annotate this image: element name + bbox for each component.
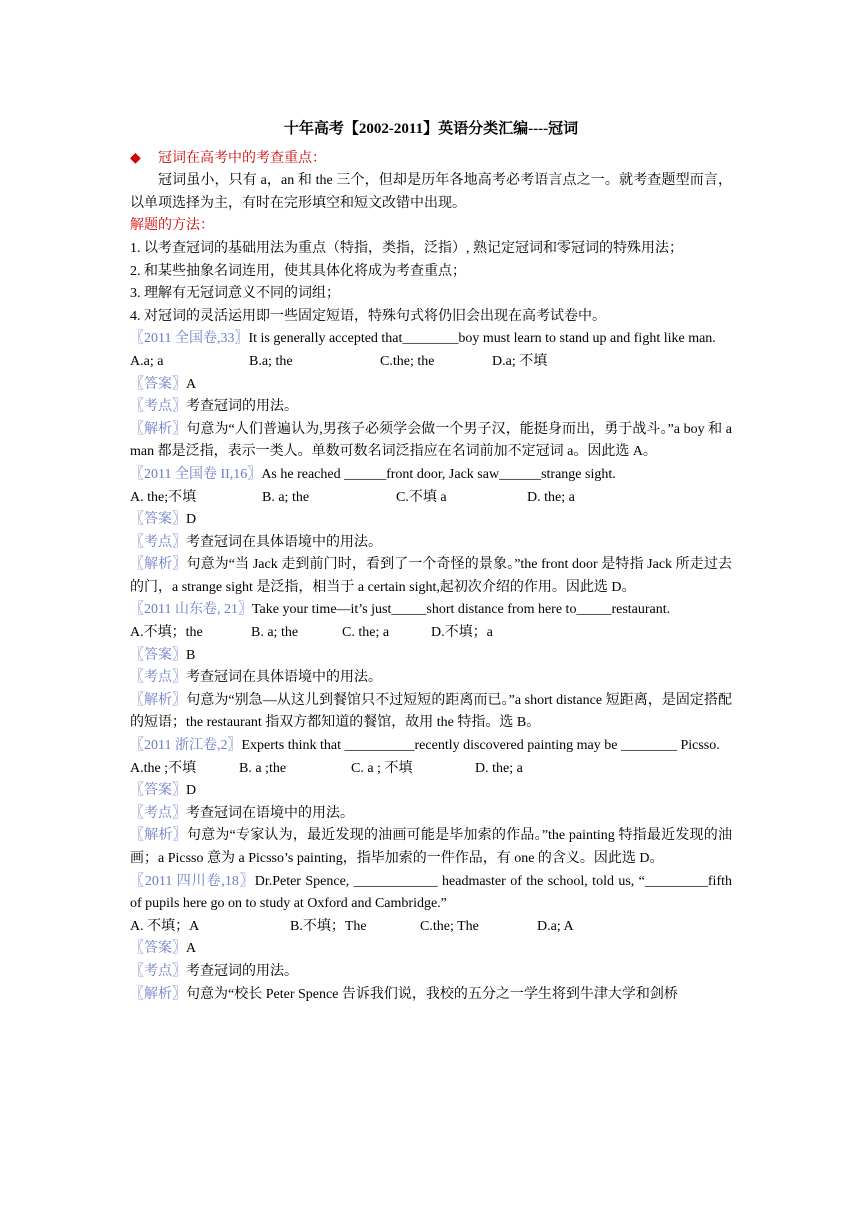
analysis-label: 〖解析〗 xyxy=(130,692,187,708)
method-item: 4. 对冠词的灵活运用即一些固定短语，特殊句式将仍旧会出现在高考试卷中。 xyxy=(130,308,606,324)
point-text: 考查冠词的用法。 xyxy=(186,399,298,415)
option: D. the; a xyxy=(475,760,523,776)
answer-value: D xyxy=(186,783,197,799)
answer-label: 〖答案〗 xyxy=(130,647,186,663)
analysis-text: 句意为“人们普遍认为,男孩子必须学会做一个男子汉，能挺身而出，勇于战斗。”a boy 和 a man 都是泛指，表示一类人。单数可数名词泛指应在名词前加不定冠词 a。因此选 A。 xyxy=(130,421,733,460)
option: A. the;不填 xyxy=(130,489,197,505)
option: C.the; The xyxy=(420,918,479,934)
analysis-paragraph xyxy=(130,984,732,1007)
point-label: 〖考点〗 xyxy=(130,805,186,821)
analysis-text: 句意为“专家认为，最近发现的油画可能是毕加索的作品。”the painting 特指最近发现的油画；a Picsso 意为 a Picsso’s painting，指毕加索的一件作品，有 one 的含义。因此选 D。 xyxy=(130,828,733,866)
question-source: 〖2011 山东卷, 21〗 xyxy=(130,602,252,618)
option: C.the; the xyxy=(380,353,435,369)
intro-paragraph: 冠词虽小，只有 a，an 和 the 三个，但却是历年各地高考必考语言点之一。就考查题型而言，以单项选择为主，有时在完形填空和短文改错中出现。 xyxy=(130,173,732,211)
point-line xyxy=(130,532,732,555)
option: B. a ;the xyxy=(239,760,287,776)
method-item: 2. 和某些抽象名词连用，使其具体化将成为考查重点； xyxy=(130,263,466,279)
point-line xyxy=(130,803,732,826)
analysis-text: 句意为“当 Jack 走到前门时，看到了一个奇怪的景象。”the front door 是特指 Jack 所走过去的门，a strange sight 是泛指，相当于 a certain sight,起初次介绍的作用。因此选 D。 xyxy=(130,557,732,595)
point-label: 〖考点〗 xyxy=(130,963,186,979)
stem-text: Take your time—it’s just_____short distance from here to_____restaurant. xyxy=(251,602,671,618)
analysis-label: 〖解析〗 xyxy=(130,557,187,573)
answer-value: D xyxy=(186,512,197,528)
stem-text: As he reached ______front door, Jack saw______strange sight. xyxy=(261,466,616,482)
point-label: 〖考点〗 xyxy=(130,399,186,415)
answer-line xyxy=(130,780,732,803)
question-source: 〖2011 四川卷,18〗 xyxy=(130,873,255,889)
heading-text: 冠词在高考中的考查重点： xyxy=(158,150,326,166)
option: A. 不填；A xyxy=(130,918,200,934)
answer-line xyxy=(130,938,732,961)
options-row xyxy=(130,487,732,510)
stem-text: It is generally accepted that________boy must learn to stand up and fight like man. xyxy=(248,331,716,347)
stem-text: Experts think that __________recently discovered painting may be ________ Picsso. xyxy=(241,738,720,754)
answer-label: 〖答案〗 xyxy=(130,512,186,528)
question-stem xyxy=(130,735,732,758)
analysis-paragraph xyxy=(130,690,732,735)
analysis-paragraph xyxy=(130,419,732,464)
option: C.不填 a xyxy=(396,489,447,505)
point-label: 〖考点〗 xyxy=(130,534,186,550)
stem-text: Dr.Peter Spence, ____________ headmaster of the school, told us, “_________fifth of pupils here go on to study at Oxford and Cambridge.” xyxy=(130,873,732,912)
point-line xyxy=(130,396,732,419)
option: D.a; A xyxy=(537,918,574,934)
question-stem xyxy=(130,871,732,916)
question-source: 〖2011 全国卷 II,16〗 xyxy=(130,466,262,482)
option: B. a; the xyxy=(262,489,310,505)
option: A.不填；the xyxy=(130,625,203,641)
option: D.a; 不填 xyxy=(492,353,548,369)
answer-label: 〖答案〗 xyxy=(130,376,186,392)
analysis-paragraph xyxy=(130,825,732,870)
answer-value: A xyxy=(186,376,197,392)
question-source: 〖2011 全国卷,33〗 xyxy=(130,331,249,347)
answer-label: 〖答案〗 xyxy=(130,941,186,957)
option: D.不填；a xyxy=(431,625,493,641)
option: C. the; a xyxy=(342,625,390,641)
point-label: 〖考点〗 xyxy=(130,670,186,686)
options-row xyxy=(130,622,732,645)
option: B.不填；The xyxy=(290,918,367,934)
answer-line xyxy=(130,374,732,397)
diamond-bullet-icon: ◆ xyxy=(130,150,141,166)
question-stem xyxy=(130,328,732,351)
analysis-label: 〖解析〗 xyxy=(130,986,186,1002)
question-stem xyxy=(130,599,732,622)
options-row xyxy=(130,916,732,939)
analysis-paragraph xyxy=(130,554,732,599)
answer-line xyxy=(130,645,732,668)
point-text: 考查冠词在具体语境中的用法。 xyxy=(186,534,382,550)
analysis-text: 句意为“别急—从这儿到餐馆只不过短短的距离而已。”a short distance 短距离，是固定搭配的短语；the restaurant 指双方都知道的餐馆，故用 the 特指。选 B。 xyxy=(130,692,733,731)
answer-label: 〖答案〗 xyxy=(130,783,186,799)
point-text: 考查冠词在具体语境中的用法。 xyxy=(186,670,382,686)
question-stem xyxy=(130,464,732,487)
option: A.a; a xyxy=(130,353,164,369)
option: C. a ; 不填 xyxy=(351,760,413,776)
analysis-label: 〖解析〗 xyxy=(130,828,187,844)
method-item: 3. 理解有无冠词意义不同的词组； xyxy=(130,286,340,302)
analysis-text: 句意为“校长 Peter Spence 告诉我们说，我校的五分之一学生将到牛津大学和剑桥 xyxy=(186,986,678,1002)
methods-heading: 解题的方法： xyxy=(130,218,214,234)
point-text: 考查冠词的用法。 xyxy=(186,963,298,979)
analysis-label: 〖解析〗 xyxy=(130,421,187,437)
answer-value: A xyxy=(186,941,197,957)
point-text: 考查冠词在语境中的用法。 xyxy=(186,805,354,821)
section-heading xyxy=(130,148,732,171)
option: D. the; a xyxy=(527,489,575,505)
point-line xyxy=(130,961,732,984)
question-source: 〖2011 浙江卷,2〗 xyxy=(130,738,242,754)
document-page xyxy=(130,118,732,1006)
page-title: 十年高考【2002-2011】英语分类汇编----冠词 xyxy=(283,121,579,137)
option: A.the ;不填 xyxy=(130,760,197,776)
option: B. a; the xyxy=(251,625,299,641)
method-item: 1. 以考查冠词的基础用法为重点（特指，类指，泛指）, 熟记定冠词和零冠词的特殊用法； xyxy=(130,240,683,256)
answer-line xyxy=(130,509,732,532)
point-line xyxy=(130,667,732,690)
answer-value: B xyxy=(186,647,196,663)
options-row xyxy=(130,351,732,374)
option: B.a; the xyxy=(249,353,293,369)
options-row xyxy=(130,758,732,781)
